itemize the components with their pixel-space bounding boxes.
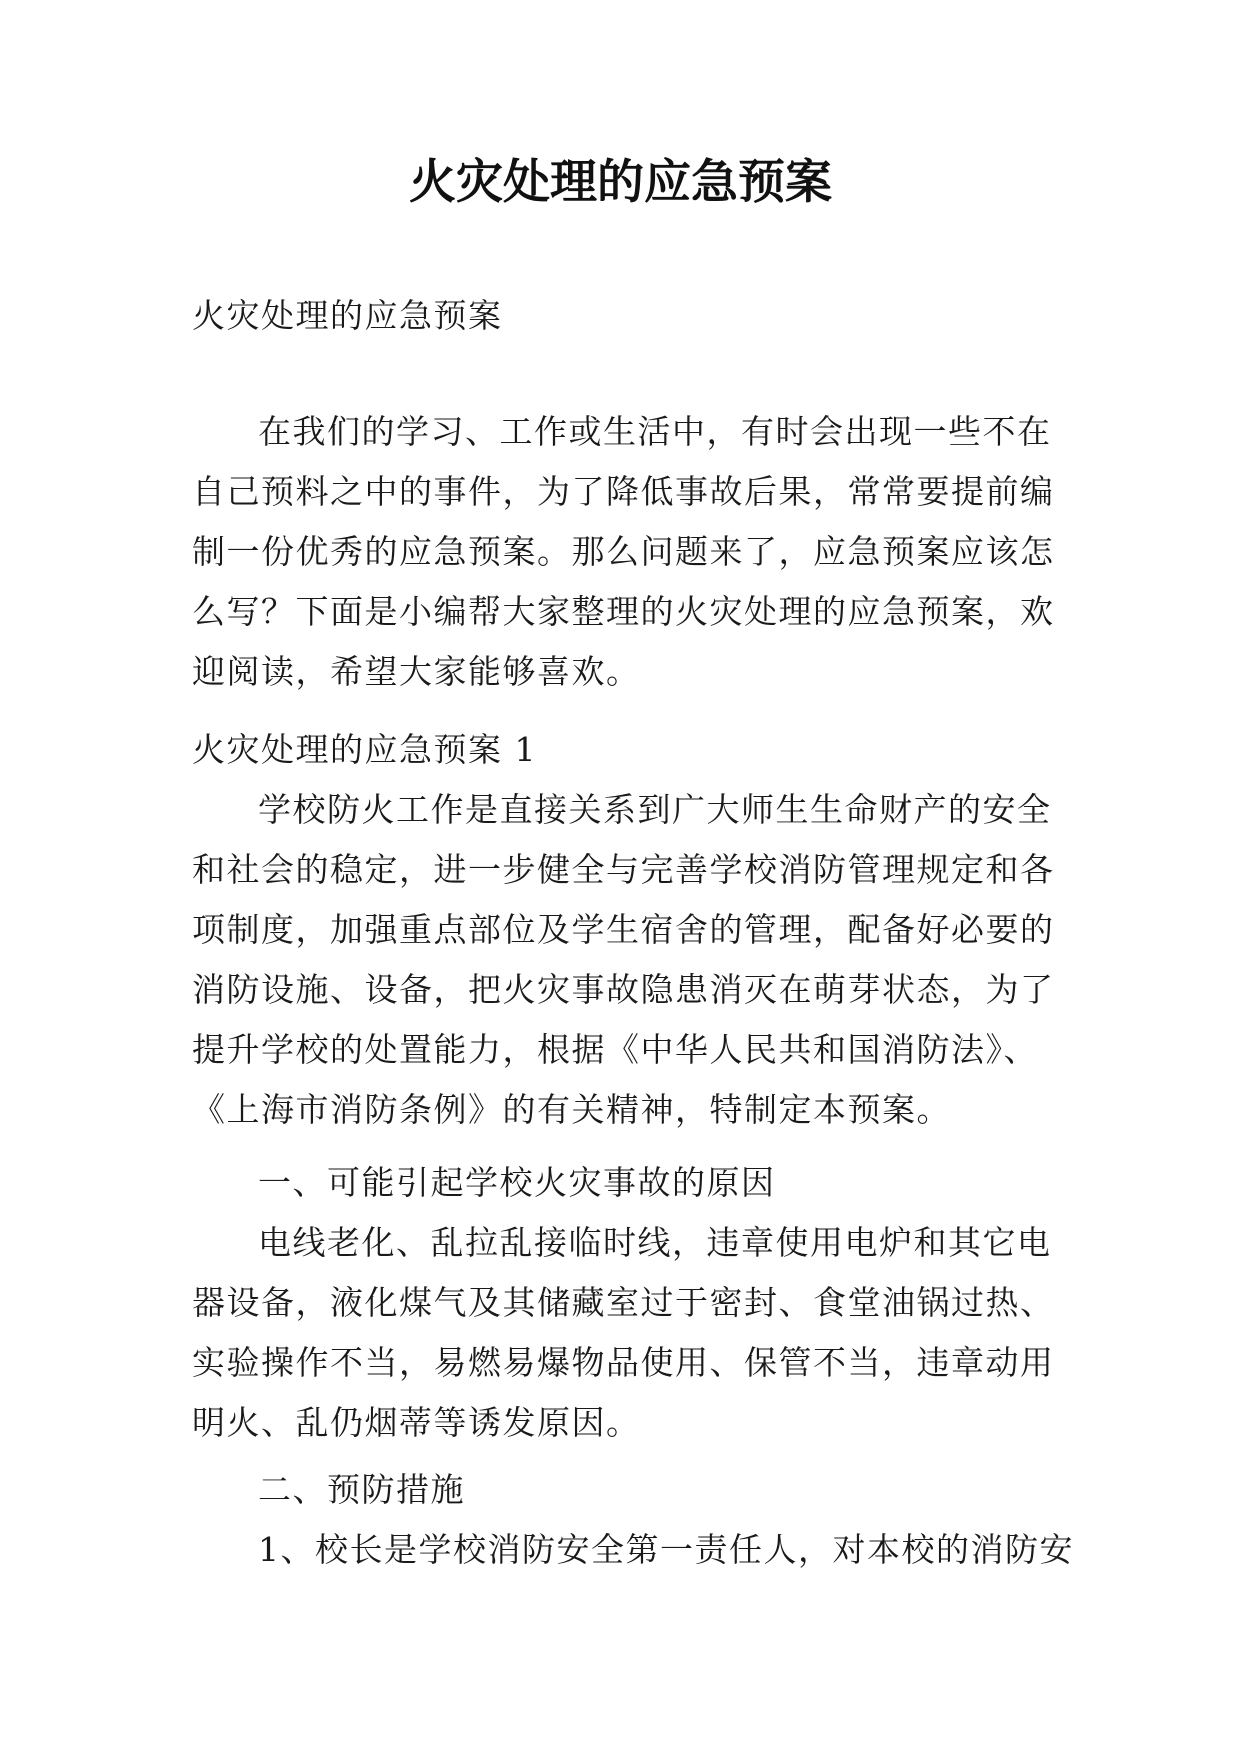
intro-paragraph: 在我们的学习、工作或生活中，有时会出现一些不在自己预料之中的事件，为了降低事故后果，常常要提前编制一份优秀的应急预案。那么问题来了，应急预案应该怎么写？下面是小编帮大家整理的火灾处理的应急预案，欢迎阅读，希望大家能够喜欢。 [192, 412, 1055, 691]
document-subtitle: 火灾处理的应急预案 [192, 296, 503, 335]
section-heading-prevention: 二、预防措施 [258, 1470, 465, 1509]
section-title: 火灾处理的应急预案 1 [192, 730, 537, 769]
section-paragraph-1: 学校防火工作是直接关系到广大师生生命财产的安全和社会的稳定，进一步健全与完善学校消防管理规定和各项制度，加强重点部位及学生宿舍的管理，配备好必要的消防设施、设备，把火灾事故隐患消灭在萌芽状态，为了提升学校的处置能力，根据《中华人民共和国消防法》、《上海市消防条例》的有关精神，特制定本预案。 [192, 790, 1055, 1129]
document-title: 火灾处理的应急预案 [409, 155, 832, 210]
section-paragraph-2: 电线老化、乱拉乱接临时线，违章使用电炉和其它电器设备，液化煤气及其储藏室过于密封、食堂油锅过热、实验操作不当，易燃易爆物品使用、保管不当，违章动用明火、乱仍烟蒂等诱发原因。 [192, 1223, 1055, 1442]
section-paragraph-3: 1、校长是学校消防安全第一责任人，对本校的消防安 [258, 1530, 1074, 1569]
section-heading-causes: 一、可能引起学校火灾事故的原因 [258, 1163, 776, 1202]
